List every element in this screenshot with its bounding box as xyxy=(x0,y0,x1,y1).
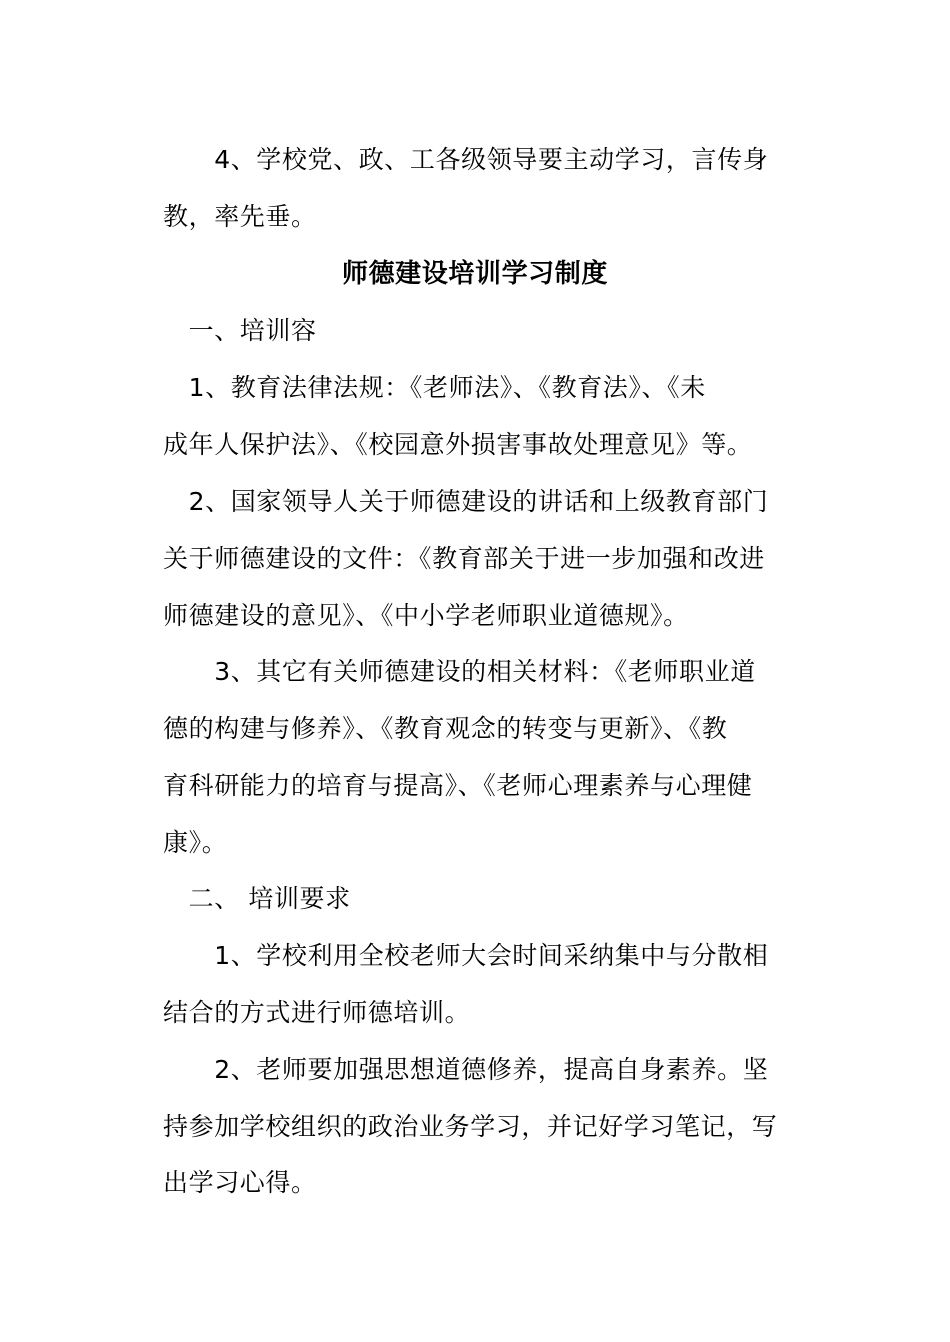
paragraph-line: 4、学校党、政、工各级领导要主动学习，言传身 xyxy=(163,145,769,174)
paragraph-line: 3、其它有关师德建设的相关材料：《老师职业道 xyxy=(163,657,756,686)
paragraph-line: 持参加学校组织的政治业务学习，并记好学习笔记，写 xyxy=(163,1112,778,1141)
document-title: 师德建设培训学习制度 xyxy=(341,259,608,289)
paragraph-line: 关于师德建设的文件：《教育部关于进一步加强和改进 xyxy=(163,544,765,573)
section-heading: 一、培训容 xyxy=(163,316,317,345)
paragraph-line: 康》。 xyxy=(163,828,228,857)
paragraph-line: 出学习心得。 xyxy=(163,1168,317,1197)
paragraph-line: 德的构建与修养》、《教育观念的转变与更新》、《教 xyxy=(163,714,728,743)
paragraph-line: 教，率先垂。 xyxy=(163,202,317,231)
paragraph-line: 结合的方式进行师德培训。 xyxy=(163,998,471,1027)
section-heading: 二、 培训要求 xyxy=(163,884,351,913)
paragraph-line: 1、教育法律法规：《老师法》、《教育法》、《未 xyxy=(163,373,706,402)
paragraph-line: 2、国家领导人关于师德建设的讲话和上级教育部门 xyxy=(163,487,769,516)
paragraph-line: 1、学校利用全校老师大会时间采纳集中与分散相 xyxy=(163,941,769,970)
paragraph-line: 师德建设的意见》、《中小学老师职业道德规》。 xyxy=(163,601,689,630)
paragraph-line: 成年人保护法》、《校园意外损害事故处理意见》等。 xyxy=(163,430,753,459)
paragraph-line: 2、老师要加强思想道德修养，提高自身素养。坚 xyxy=(163,1055,769,1084)
paragraph-line: 育科研能力的培育与提高》、《老师心理素养与心理健 xyxy=(163,771,753,800)
